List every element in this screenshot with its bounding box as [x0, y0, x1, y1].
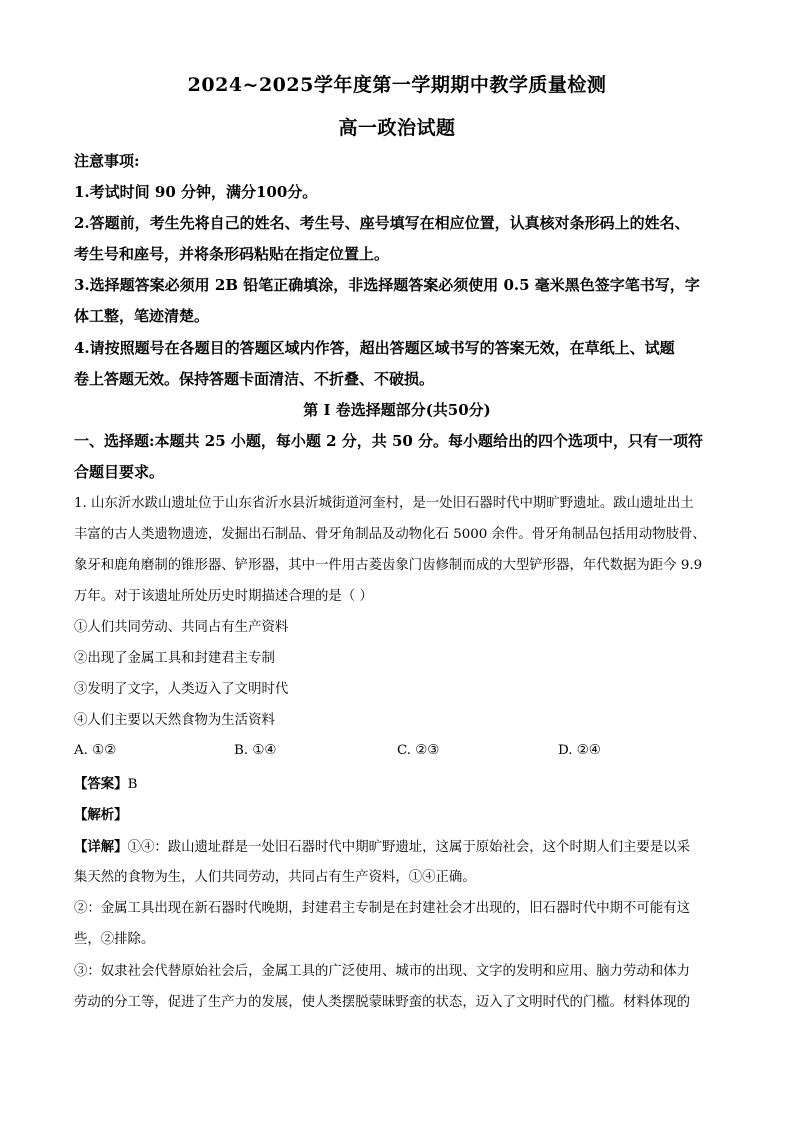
notice-item-4-line-1: 4.请按照题号在各题目的答题区域内作答，超出答题区域书写的答案无效，在草纸上、试题	[74, 339, 675, 357]
option-b: B. ①④	[234, 743, 277, 758]
notice-heading: 注意事项:	[74, 152, 140, 170]
notice-item-2-line-2: 考生号和座号，并将条形码粘贴在指定位置上。	[74, 245, 390, 263]
exam-subtitle: 高一政治试题	[338, 117, 456, 139]
detail-line-3: ②：金属工具出现在新石器时代晚期，封建君主专制是在封建社会才出现的，旧石器时代中期不可能有这	[74, 901, 690, 916]
notice-item-4-line-2: 卷上答题无效。保持答题卡面清洁、不折叠、不破损。	[74, 370, 435, 388]
detail-line-4: 些，②排除。	[74, 932, 155, 947]
statement-4: ④人们主要以天然食物为生活资料	[74, 713, 275, 728]
option-a: A. ①②	[74, 743, 117, 758]
notice-item-1: 1.考试时间 90 分钟，满分100分。	[74, 183, 318, 201]
analysis-label: 【解析】	[74, 807, 128, 823]
option-d: D. ②④	[558, 743, 601, 758]
question-1-stem-line-4: 万年。对于该遗址所处历史时期描述合理的是（ ）	[74, 589, 373, 604]
statement-1: ①人们共同劳动、共同占有生产资料	[74, 620, 289, 635]
detail-line-1	[74, 837, 734, 858]
section-title: 第 I 卷选择题部分(共50分)	[303, 401, 491, 419]
analysis-line	[74, 805, 734, 826]
detail-label: 【详解】	[74, 839, 128, 855]
answer-value: B	[127, 777, 138, 792]
detail-line-5: ③：奴隶社会代替原始社会后，金属工具的广泛使用、城市的出现、文字的发明和应用、脑力劳动和体力	[74, 964, 690, 979]
question-1-stem-line-2: 丰富的古人类遗物遗迹，发掘出石制品、骨牙角制品及动物化石 5000 余件。骨牙角制品包括用动物肢骨、	[74, 527, 706, 542]
notice-item-2-line-1: 2.答题前，考生先将自己的姓名、考生号、座号填写在相应位置，认真核对条形码上的姓名、	[74, 214, 690, 232]
statement-2: ②出现了金属工具和封建君主专制	[74, 651, 275, 666]
section-instruction-line-2: 合题目要求。	[74, 463, 165, 481]
section-instruction-line-1: 一、选择题:本题共 25 小题，每小题 2 分，共 50 分。每小题给出的四个选项中，只有一项符	[74, 432, 704, 450]
exam-title: 2024~2025学年度第一学期期中教学质量检测	[187, 74, 607, 96]
detail-line-6: 劳动的分工等，促进了生产力的发展，使人类摆脱蒙昧野蛮的状态，迈入了文明时代的门槛。材料体现的	[74, 995, 690, 1010]
option-c: C. ②③	[397, 743, 440, 758]
answer-line	[74, 774, 734, 795]
notice-item-3-line-2: 体工整，笔迹清楚。	[74, 307, 210, 325]
detail-text-1: ①④：跋山遗址群是一处旧石器时代中期旷野遗址，这属于原始社会，这个时期人们主要是以采	[127, 840, 690, 855]
question-1-stem-line-3: 象牙和鹿角磨制的锥形器、铲形器，其中一件用古菱齿象门齿修制而成的大型铲形器，年代数据为距今 9.9	[74, 558, 703, 573]
question-1-stem-line-1: 1. 山东沂水跋山遗址位于山东省沂水县沂城街道河奎村，是一处旧石器时代中期旷野遗址。跋山遗址出土	[74, 496, 694, 511]
notice-item-3-line-1: 3.选择题答案必须用 2B 铅笔正确填涂，非选择题答案必须使用 0.5 毫米黑色签字笔书写，字	[74, 276, 700, 294]
answer-label: 【答案】	[74, 776, 128, 792]
statement-3: ③发明了文字，人类迈入了文明时代	[74, 682, 289, 697]
detail-line-2: 集天然的食物为生，人们共同劳动，共同占有生产资料，①④正确。	[74, 870, 476, 885]
